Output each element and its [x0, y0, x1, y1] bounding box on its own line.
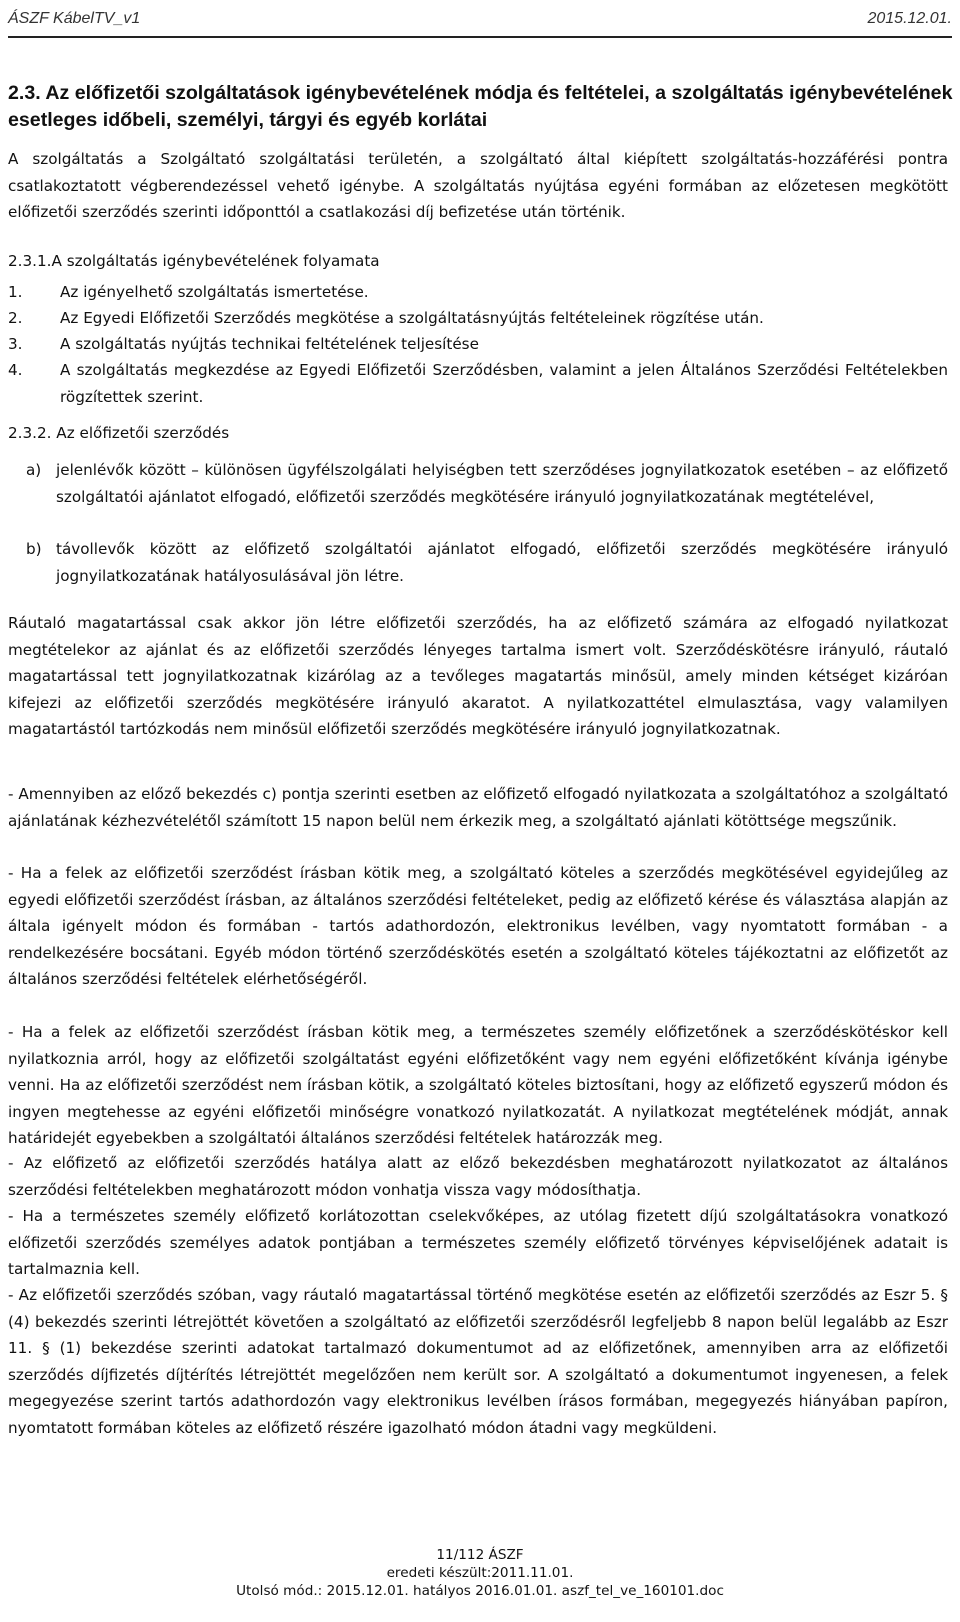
item-letter: a) — [26, 461, 42, 479]
item-text: távollevők között az előfizető szolgáltatói ajánlatot elfogadó, előfizetői szerződés megkötésére irányuló jognyilatkozatának hatályosulásával jön létre. — [56, 540, 948, 585]
step-number: 2. — [8, 309, 23, 327]
process-step — [8, 331, 948, 358]
footer-modified-info: Utolsó mód.: 2015.12.01. hatályos 2016.01.01. aszf_tel_ve_160101.doc — [236, 1583, 724, 1599]
header-date: 2015.12.01. — [867, 10, 952, 27]
step-number: 4. — [8, 361, 23, 379]
section-title: 2.3. Az előfizetői szolgáltatások igénybevételének módja és feltételei, a szolgáltatás igénybevételének esetleges időbeli, személyi, tárgyi és egyéb korlátai — [8, 82, 953, 131]
subsection-heading-2-3-1: 2.3.1.A szolgáltatás igénybevételének folyamata — [8, 252, 380, 270]
process-step — [8, 305, 948, 332]
step-text: Az igényelhető szolgáltatás ismertetése. — [60, 283, 369, 301]
paragraph-implied-conduct: Ráutaló magatartással csak akkor jön létre előfizetői szerződés, ha az előfizető számára az elfogadó nyilatkozat megtételekor az ajánlat és az előfizetői szerződés lényeges tartalma ismert volt. Szerződéskötésre irányuló, ráutaló magatartással tett jognyilatkozatnak kizárólag az a tevőleges magatartás minősül, amely minden kétséget kizáróan kifejezi az előfizetői szerződés megkötésére irányuló akaratot. A nyilatkozattétel elmulasztása, vagy valamilyen magatartástól tartózkodás nem minősül előfizetői szerződés megkötésére irányuló jognyilatkozatnak. — [8, 614, 948, 738]
step-number: 1. — [8, 283, 23, 301]
paragraph-limited-capacity: - Ha a természetes személy előfizető korlátozottan cselekvőképes, az utólag fizetett díjú szolgáltatásokra vonatkozó előfizetői szerződés személyes adatok pontjában a természetes személy előfizető törvényes képviselőjének adatait is tartalmaznia kell. — [8, 1207, 948, 1278]
contract-condition-item — [26, 536, 948, 589]
item-letter: b) — [26, 540, 42, 558]
step-text: A szolgáltatás nyújtás technikai feltételének teljesítése — [60, 335, 479, 353]
paragraph-oral-contract: - Az előfizetői szerződés szóban, vagy ráutaló magatartással történő megkötése esetén az előfizetői szerződés az Eszr 5. § (4) bekezdés szerinti létrejöttét követően a szolgáltató az előfizetői szerződésről legfeljebb 8 napon belül legalább az Eszr 11. § (1) bekezdése szerinti adatokat tartalmazó dokumentumot ad az előfizetőnek, amennyiben arra az előfizetői szerződés díjfizetés díjtérítés létrejöttét megelőzően nem került sor. A szolgáltató a dokumentumot ingyenesen, a felek megegyezése szerint tartós adathordozón vagy elektronikus levélben írásos formában, megegyezés hiányában papíron, nyomtatott formában köteles az előfizető részére igazolható módon átadni vagy megküldeni. — [8, 1286, 948, 1437]
step-number: 3. — [8, 335, 23, 353]
step-text: Az Egyedi Előfizetői Szerződés megkötése a szolgáltatásnyújtás feltételeinek rögzítése után. — [60, 309, 764, 327]
subsection-heading-2-3-2: 2.3.2. Az előfizetői szerződés — [8, 424, 230, 442]
footer-created-date: eredeti készült:2011.11.01. — [386, 1565, 574, 1581]
paragraph-offer-acceptance: - Amennyiben az előző bekezdés c) pontja szerinti esetben az előfizető elfogadó nyilatkozata a szolgáltatóhoz a szolgáltató ajánlatának kézhezvételétől számított 15 napon belül nem érkezik meg, a szolgáltató ajánlati kötöttsége megszűnik. — [8, 785, 948, 830]
contract-condition-item — [26, 457, 948, 510]
paragraph-declaration-withdrawal: - Az előfizető az előfizetői szerződés hatálya alatt az előző bekezdésben meghatározott nyilatkozatot az általános szerződési feltételekben meghatározott módon vonhatja vissza vagy módosíthatja. — [8, 1154, 948, 1199]
step-text: A szolgáltatás megkezdése az Egyedi Előfizetői Szerződésben, valamint a jelen Általános Szerződési Feltételekben rögzítettek szerint. — [60, 361, 948, 406]
footer-page-number: 11/112 ÁSZF — [436, 1547, 524, 1563]
paragraph-subscriber-declaration: - Ha a felek az előfizetői szerződést írásban kötik meg, a természetes személy előfizetőnek a szerződéskötéskor kell nyilatkoznia arról, hogy az előfizetői szolgáltatást egyéni előfizetőként vagy nem egyéni előfizetőként kívánja igénybe venni. Ha az előfizetői szerződést nem írásban kötik, a szolgáltató köteles biztosítani, hogy az előfizető egyszerű módon és ingyen megtehesse az egyéni előfizetői minőségre vonatkozó nyilatkozatát. A nyilatkozat megtételének módját, annak határidejét egyebekben a szolgáltatói általános szerződési feltételek határozzák meg. — [8, 1023, 948, 1147]
paragraph-written-contract: - Ha a felek az előfizetői szerződést írásban kötik meg, a szolgáltató köteles a szerződés megkötésével egyidejűleg az egyedi előfizetői szerződést írásban, az általános szerződési feltételeket, pedig az előfizető kérése és választása alapján az általa igényelt módon és formában - tartós adathordozón, elektronikus levélben, vagy nyomtatott formában - a rendelkezésére bocsátani. Egyéb módon történő szerződéskötés esetén a szolgáltató köteles tájékoztatni az előfizetőt az általános szerződési feltételek elérhetőségéről. — [8, 864, 948, 988]
process-step — [8, 279, 948, 306]
page-header — [8, 6, 952, 38]
header-doc-name: ÁSZF KábelTV_v1 — [8, 10, 141, 27]
process-step — [8, 357, 948, 410]
intro-paragraph: A szolgáltatás a Szolgáltató szolgáltatási területén, a szolgáltató által kiépített szolgáltatás-hozzáférési pontra csatlakoztatott végberendezéssel vehető igénybe. A szolgáltatás nyújtása egyéni formában az előzetesen megkötött előfizetői szerződés szerinti időponttól a csatlakozási díj befizetése után történik. — [8, 150, 948, 221]
item-text: jelenlévők között – különösen ügyfélszolgálati helyiségben tett szerződéses jognyilatkozatok esetében – az előfizető szolgáltatói ajánlatot elfogadó, előfizetői szerződés megkötésére irányuló jognyilatkozatának megtételével, — [56, 461, 948, 506]
page-footer — [0, 1546, 960, 1600]
